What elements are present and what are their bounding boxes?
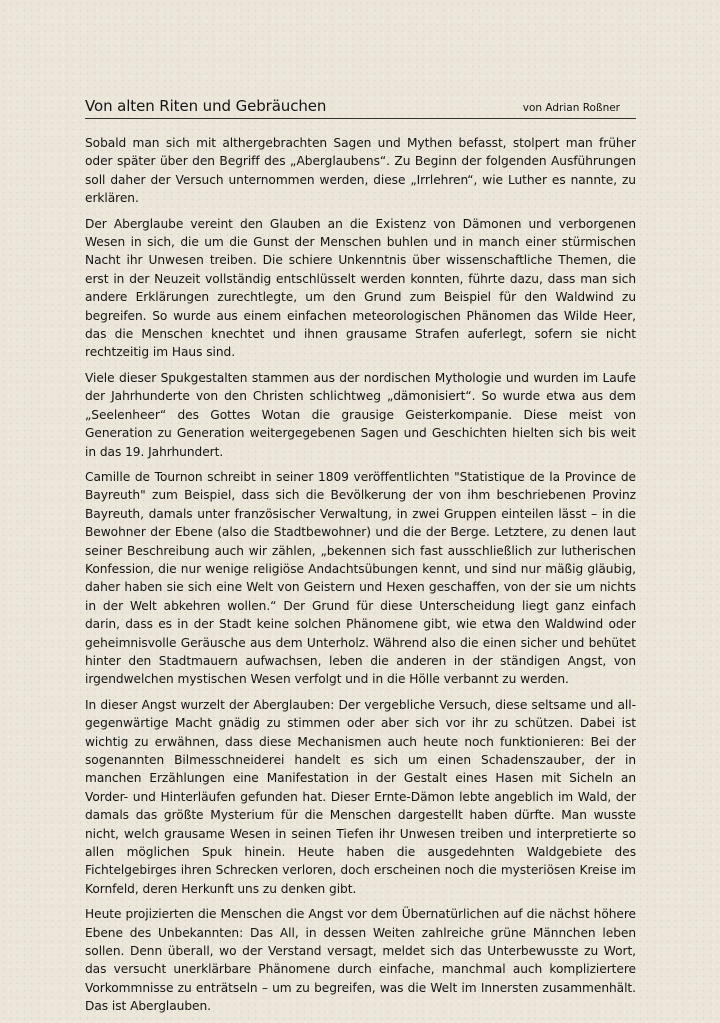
paragraph: Sobald man sich mit althergebrachten Sagen und Mythen befasst, stolpert man früher oder später über den Begriff des „Aberglaubens“. Zu Beginn der folgenden Ausführungen soll daher der Versuch unternommen werden, diese „Irrlehren“, wie Luther es nannte, zu erklären.	[85, 136, 636, 206]
paragraph: In dieser Angst wurzelt der Aberglauben: Der vergebliche Versuch, diese seltsame und allgegenwärtige Macht gnädig zu stimmen oder aber sich vor ihr zu schützen. Dabei ist wichtig zu erwähnen, dass diese Mechanismen auch heute noch funktionieren: Bei der sogenannten Bilmesschneiderei handelt es sich um einen Schadenszauber, der in manchen Erzählungen eine Manifestation in der Gestalt eines Hasen mit Sicheln an Vorder- und Hinterläufen gefunden hat. Dieser Ernte-Dämon lebte angeblich im Wald, der damals das größte Mysterium für die Menschen dargestellt haben dürfte. Man wusste nicht, welch grausame Wesen in seinen Tiefen ihr Unwesen treiben und interpretierte so allen möglichen Spuk hinein. Heute haben die ausgedehnten Waldgebiete des Fichtelgebirges ihren Schrecken verloren, doch erscheinen noch die mysteriösen Kreise im Kornfeld, deren Herkunft uns zu denken gibt.	[85, 697, 636, 896]
paragraph: Heute projizierten die Menschen die Angst vor dem Übernatürlichen auf die nächst höhere Ebene des Unbekannten: Das All, in dessen Weiten zahlreiche grüne Männchen leben sollen. Denn überall, wo der Verstand versagt, meldet sich das Unterbewusste zu Wort, das versucht unerklärbare Phänomene durch einfache, manchmal auch kompliziertere Vorkommnisse zu enträtseln – um zu begreifen, was die Welt im Innersten zusammenhält. Das ist Aberglauben.	[85, 907, 636, 1014]
article-author: von Adrian Roßner	[522, 102, 620, 114]
paragraph: Der Aberglaube vereint den Glauben an die Existenz von Dämonen und verborgenen Wesen in sich, die um die Gunst der Menschen buhlen und in manch einer stürmischen Nacht ihr Unwesen treiben. Die schiere Unkenntnis über wissenschaftliche Themen, die erst in der Neuzeit vollständig entschlüsselt werden konnten, führte dazu, dass man sich andere Erklärungen zurechtlegte, um den Grund zum Beispiel für den Waldwind zu begreifen. So wurde aus einem einfachen meteorologischen Phänomen das Wilde Heer, das die Menschen knechtet und ihnen grausame Strafen auferlegt, sofern sie nicht rechtzeitig im Haus sind.	[85, 216, 636, 360]
article-page	[85, 97, 636, 1023]
article-title: Von alten Riten und Gebräuchen	[85, 97, 327, 115]
article-header	[85, 97, 636, 119]
article-body	[85, 134, 636, 1016]
paragraph: Camille de Tournon schreibt in seiner 1809 veröffentlichten "Statistique de la Province de Bayreuth" zum Beispiel, dass sich die Bevölkerung der von ihm beschriebenen Provinz Bayreuth, damals unter französischer Verwaltung, in zwei Gruppen einteilen lässt – in die Bewohner der Ebene (also die Stadtbewohner) und die der Berge. Letztere, zu denen laut seiner Beschreibung auch wir zählen, „bekennen sich fast ausschließlich zur lutherischen Konfession, die nur wenige religiöse Andachtsübungen kennt, und sind nur mäßig gläubig, daher haben sie sich eine Welt von Geistern und Hexen geschaffen, von der sie um nichts in der Welt abkehren wollen.“ Der Grund für diese Unterscheidung liegt ganz einfach darin, dass es in der Stadt keine solchen Phänomene gibt, wie etwa den Waldwind oder geheimnisvolle Geräusche aus dem Unterholz. Während also die einen sicher und behütet hinter den Stadtmauern aufwachsen, leben die anderen in der ständigen Angst, von irgendwelchen mystischen Wesen verfolgt und in die Hölle verbannt zu werden.	[85, 469, 636, 687]
paragraph: Viele dieser Spukgestalten stammen aus der nordischen Mythologie und wurden im Laufe der Jahrhunderte von den Christen schlichtweg „dämonisiert“. So wurde etwa aus dem „Seelenheer“ des Gottes Wotan die grausige Geisterkompanie. Diese meist von Generation zu Generation weitergegebenen Sagen und Geschichten hielten sich bis weit in das 19. Jahrhundert.	[85, 370, 636, 459]
